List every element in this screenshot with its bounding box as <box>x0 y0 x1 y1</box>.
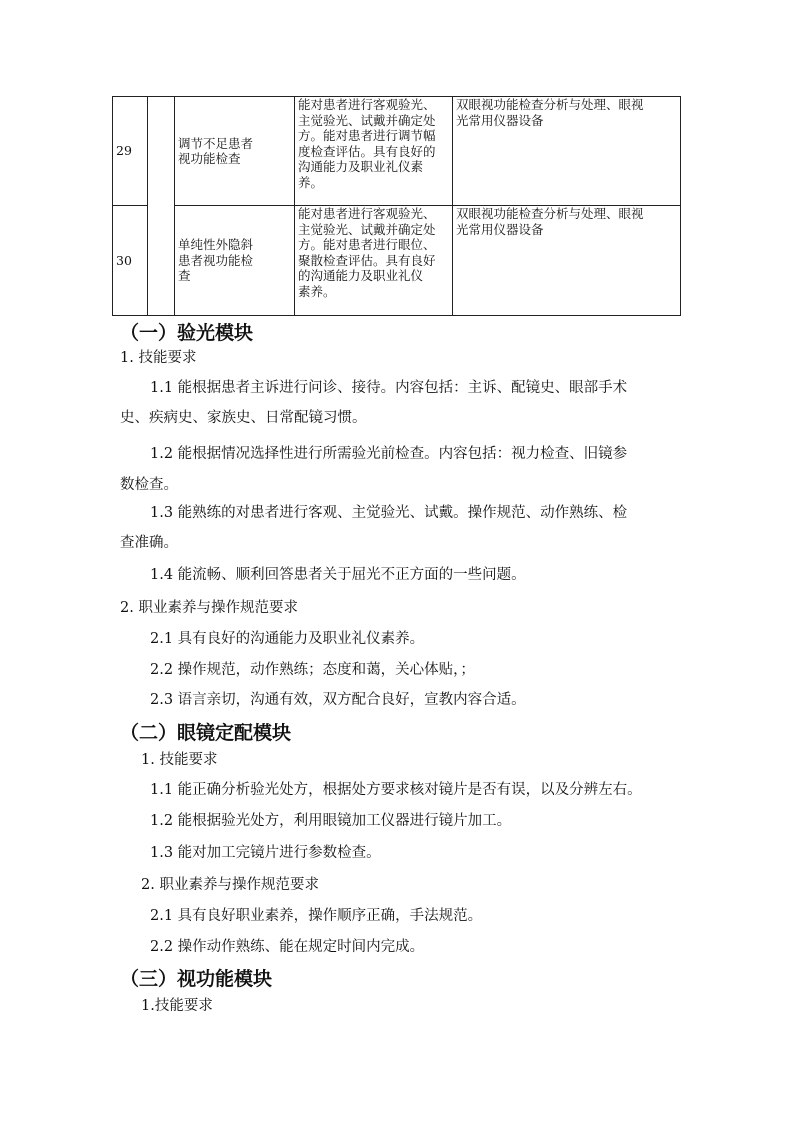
section-heading: （一）验光模块 <box>120 322 254 344</box>
cell-line: 双眼视功能检查分析与处理、眼视 <box>456 206 644 221</box>
paragraph-line: 查准确。 <box>120 535 178 551</box>
cell-line: 患者视功能检 <box>178 252 254 268</box>
cell-line: 主觉验光、试戴并确定处 <box>298 221 436 237</box>
cell-line: 能对患者进行客观验光、 <box>298 97 436 112</box>
paragraph-line: 1.技能要求 <box>141 998 213 1014</box>
paragraph-line: 数检查。 <box>120 477 178 493</box>
merged-empty-cell <box>148 97 175 316</box>
paragraph-line: 2.1 具有良好职业素养，操作顺序正确，手法规范。 <box>150 908 483 924</box>
paragraph-line: 1.2 能根据情况选择性进行所需验光前检查。内容包括：视力检查、旧镜参 <box>150 446 628 462</box>
paragraph-line: 1. 技能要求 <box>141 752 218 768</box>
paragraph-line: 1. 技能要求 <box>120 350 197 366</box>
skills-table <box>112 96 681 316</box>
cell-line: 光常用仪器设备 <box>456 221 544 237</box>
paragraph-line: 1.4 能流畅、顺利回答患者关于屈光不正方面的一些问题。 <box>150 567 526 583</box>
cell-line: 调节不足患者 <box>178 135 254 151</box>
item-name-cell <box>175 97 295 206</box>
cell-line: 素养。 <box>298 283 336 299</box>
row-number-cell: 29 <box>113 97 148 206</box>
cell-line: 度检查评估。具有良好的 <box>298 143 436 159</box>
requirement-cell <box>295 97 453 206</box>
paragraph-line: 2. 职业素养与操作规范要求 <box>141 877 319 893</box>
cell-line: 双眼视功能检查分析与处理、眼视 <box>456 97 644 112</box>
cell-line: 的沟通能力及职业礼仪 <box>298 268 424 283</box>
paragraph-line: 1.1 能根据患者主诉进行问诊、接待。内容包括：主诉、配镜史、眼部手术 <box>150 380 628 396</box>
paragraph-line: 1.2 能根据验光处方，利用眼镜加工仪器进行镜片加工。 <box>150 813 512 829</box>
paragraph-line: 1.1 能正确分析验光处方，根据处方要求核对镜片是否有误，以及分辨左右。 <box>150 782 642 798</box>
equipment-cell <box>453 97 681 206</box>
paragraph-line: 2.1 具有良好的沟通能力及职业礼仪素养。 <box>150 631 425 647</box>
cell-line: 方。能对患者进行眼位、 <box>298 237 436 252</box>
row-number-cell: 30 <box>113 206 148 316</box>
table-row <box>113 97 681 206</box>
cell-line: 光常用仪器设备 <box>456 112 544 128</box>
table-row <box>113 206 681 316</box>
cell-line: 沟通能力及职业礼仪素 <box>298 159 424 174</box>
cell-line: 视功能检查 <box>178 151 241 166</box>
paragraph-line: 2.3 语言亲切，沟通有效，双方配合良好，宣教内容合适。 <box>150 692 526 708</box>
paragraph-line: 史、疾病史、家族史、日常配镜习惯。 <box>120 410 367 426</box>
section-heading: （三）视功能模块 <box>120 968 273 990</box>
paragraph-line: 2. 职业素养与操作规范要求 <box>120 600 298 616</box>
cell-line: 养。 <box>298 174 324 190</box>
cell-line: 能对患者进行客观验光、 <box>298 206 436 221</box>
cell-line: 单纯性外隐斜 <box>178 237 254 253</box>
section-heading: （二）眼镜定配模块 <box>120 722 292 744</box>
item-name-cell <box>175 206 295 316</box>
requirement-cell <box>295 206 453 316</box>
paragraph-line: 2.2 操作动作熟练、能在规定时间内完成。 <box>150 939 425 955</box>
equipment-cell <box>453 206 681 316</box>
paragraph-line: 1.3 能熟练的对患者进行客观、主觉验光、试戴。操作规范、动作熟练、检 <box>150 505 628 521</box>
paragraph-line: 1.3 能对加工完镜片进行参数检查。 <box>150 845 381 861</box>
paragraph-line: 2.2 操作规范，动作熟练；态度和蔼，关心体贴，； <box>150 662 475 678</box>
cell-line: 查 <box>178 268 191 284</box>
cell-line: 主觉验光、试戴并确定处 <box>298 112 436 128</box>
cell-line: 聚散检查评估。具有良好 <box>298 252 436 268</box>
cell-line: 方。能对患者进行调节幅 <box>298 128 436 143</box>
